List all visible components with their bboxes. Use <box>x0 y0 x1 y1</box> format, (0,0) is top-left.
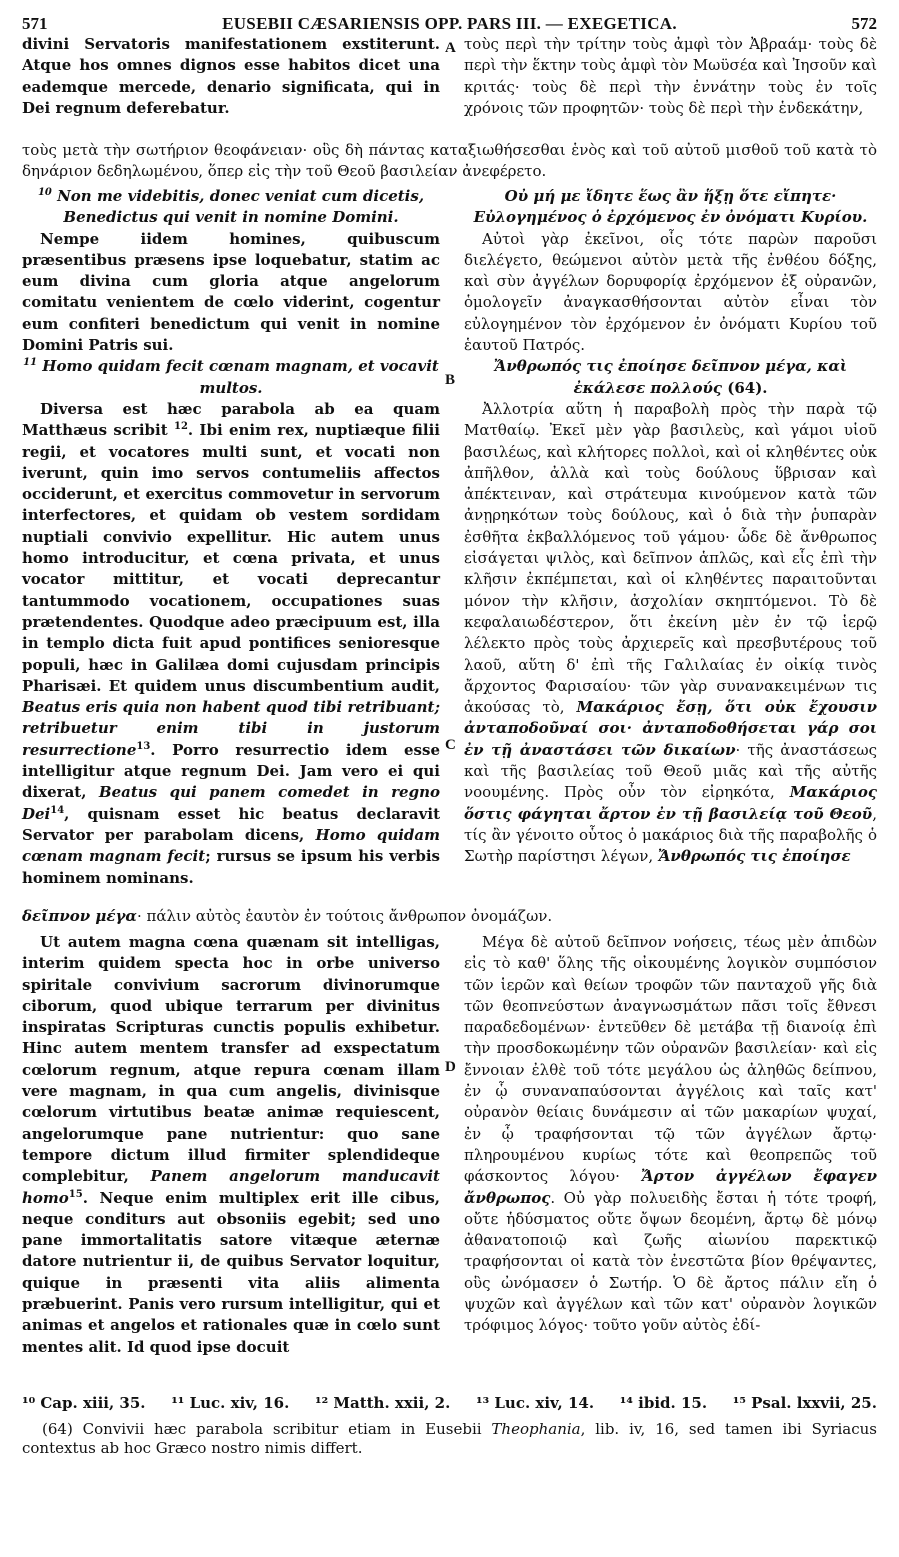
footnote-12: ¹² Matth. xxii, 2. <box>315 1394 451 1412</box>
margin-letter-b: B <box>445 372 456 388</box>
spanning-text: · πάλιν αὐτὸς ἑαυτὸν ἐν τούτοις ἄνθρωπον ὀνομάζων. <box>136 907 553 925</box>
greek-quote-makarios-hostis: Μακάριος ὅστις φάγηται ἄρτον ἐν τῇ βασιλείᾳ τοῦ Θεοῦ <box>464 783 877 823</box>
footnote-64 <box>22 1420 877 1458</box>
greek-quote-anthropos: Ἄνθρωπός τις ἐποίησε <box>657 847 851 866</box>
footnote-ref-15: 15 <box>68 1188 83 1200</box>
spanning-greek-line <box>22 906 877 927</box>
footnote-ref-13: 13 <box>136 740 151 752</box>
greek-p2-e: , τίς ἂν γένοιτο οὗτος ὁ μακάριος διὰ τῆς παραβολῆς ὁ Σωτὴρ παρίστησι λέγων, <box>464 804 877 866</box>
latin-paragraph-1: Nempe iidem homines, quibuscum præsentibus præsens ipse loquebatur, statim ac eum divina cum gloria atque angelorum comitatu venientem de cœlo viderint, cogentur eum confiteri benedictum qui venit in nomine Domini Patris sui. <box>22 229 440 355</box>
latin-column-lower <box>22 932 440 1358</box>
latin-scripture-2 <box>22 356 440 399</box>
page-number-right: 572 <box>851 14 877 33</box>
greek-quote-makarios-ese: Μακάριος ἔσῃ, ὅτι οὐκ ἔχουσιν ἀνταποδοῦναί σοι· ἀνταποδοθήσεται γάρ σοι ἐν τῇ ἀναστάσει τῶν δικαίων <box>464 698 877 759</box>
latin-quote-beatus-qui: Beatus qui panem comedet in regno Dei <box>22 783 440 823</box>
latin-scripture-1 <box>22 186 440 229</box>
margin-letter-a: A <box>445 40 456 56</box>
greek-scripture-2 <box>464 356 877 399</box>
footnote-64-a: (64) Convivii hæc parabola scribitur etiam in Eusebii <box>42 1420 492 1438</box>
latin-p2-b: . Ibi enim rex, nuptiæque filii regii, et vocatores multi sunt, et vocati non iverunt, quin imo servos contumeliis affectos occiderunt, et exercitus commovetur in servorum interfectores, et quidam ob vestem sordidam nuptiali convivio expellitur. Hic autem unus homo introducitur, et cœna privata, et unus vocator mittitur, et vocati deprecantur tantummodo vocationem, occupationes suas prætendentes. Quodque adeo præcipuum est, illa in templo dicta fuit apud pontifices senioresque populi, hæc in Galilæa domi cujusdam principis Pharisæi. Et quidem unus discumbentium audit, <box>22 421 440 695</box>
latin-opening <box>22 34 440 119</box>
latin-paragraph-2 <box>22 399 440 889</box>
greek-p3-a: Μέγα δὲ αὐτοῦ δεῖπνον νοήσεις, τέως μὲν ἀπιδὼν εἰς τὸ καθ' ὅλης τῆς οἰκουμένης λογικὸν συμπόσιον τῶν ἱερῶν καὶ θείων τροφῶν τῶν πανταχοῦ γῆς διὰ τῶν θεοπνεύστων ἀναγνωσμάτων πᾶσι τοῖς ἔθνεσι παραδεδομένων· ἐντεῦθεν δὲ μετάβα τῇ διανοίᾳ ἐπὶ τὴν προσδοκωμένην τῶν οὐρανῶν βασιλείαν· καὶ εἰς ἔννοιαν ἐλθὲ τοῦ τότε μεγάλου ὡς ἀληθῶς δείπνου, ἐν ᾧ συναναπαύσονται ἀγγέλοις καὶ ταῖς κατ' οὐρανὸν θείαις δυνάμεσιν αἱ τῶν μακαρίων ψυχαί, ἐν ᾧ τραφήσονται τῷ τῶν ἀγγέλων ἄρτῳ· πληρουμένου κυρίως τότε καὶ θεοπρεπῶς τοῦ φάσκοντος λόγου· <box>464 933 877 1186</box>
margin-letter-d: D <box>445 1059 456 1075</box>
latin-quote-panem: Panem angelorum manducavit homo <box>22 1167 440 1207</box>
latin-column <box>22 186 440 1016</box>
greek-paragraph-1: Αὐτοὶ γὰρ ἐκεῖνοι, οἷς τότε παρὼν παροῦσι διελέγετο, θεώμενοι αὐτὸν μετὰ τῆς ἐνθέου δόξης, καὶ σὺν ἀγγέλων δορυφορίᾳ ἐρχόμενον ἐξ οὐρανῶν, ὁμολογεῖν ἀναγκασθήσονται αὐτὸν εἶναι τὸν εὐλογημένον τὸν ἐρχόμενον ἐν ὀνόματι Κυρίου τοῦ ἑαυτοῦ Πατρός. <box>464 229 877 355</box>
latin-opening-text: divini Servatoris manifestationem exstiterunt. Atque hos omnes dignos esse habitos dicet una eademque mercede, denario significata, qui in Dei regnum deferebatur. <box>22 35 440 117</box>
footnote-64-c: , lib. iv, 16, sed tamen ibi Syriacus contextus ab hoc Græco nostro nimis differt. <box>22 1420 878 1457</box>
page <box>22 14 878 1457</box>
footnote-ref-14: 14 <box>50 804 65 816</box>
latin-scripture-2-text: Homo quidam fecit cœnam magnam, et vocavit multos. <box>42 357 439 397</box>
full-width-greek-text: τοὺς μετὰ τὴν σωτήριον θεοφάνειαν· οὓς δὴ πάντας καταξιωθήσεσθαι ἑνὸς καὶ τοῦ αὐτοῦ μισθοῦ τοῦ κατὰ τὸ δηνάριον δεδηλωμένου, ὅπερ εἰς τὴν τοῦ Θεοῦ βασιλείαν ἀνεφέρετο. <box>22 141 877 181</box>
greek-opening-text: τοὺς περὶ τὴν τρίτην τοὺς ἀμφὶ τὸν Ἀβραάμ· τοὺς δὲ περὶ τὴν ἕκτην τοὺς ἀμφὶ τὸν Μωϋσέα καὶ Ἰησοῦν καὶ κριτάς· τοὺς δὲ περὶ τὴν ἐννάτην τοὺς ἐν τοῖς χρόνοις τῶν προφητῶν· τοὺς δὲ περὶ τὴν ἑνδεκάτην, <box>464 35 877 117</box>
latin-p2-a: Diversa est hæc parabola ab ea quam Matthæus scribit <box>22 399 440 440</box>
latin-p2-d: . Porro resurrectio idem esse intelligitur atque regnum Dei. Jam vero ei qui dixerat, <box>22 740 440 802</box>
footnote-11: ¹¹ Luc. xiv, 16. <box>171 1394 290 1412</box>
greek-column-lower <box>464 932 877 1337</box>
spanning-quote: δεῖπνον μέγα <box>22 907 137 925</box>
margin-letter-c: C <box>445 737 456 753</box>
footnote-13: ¹³ Luc. xiv, 14. <box>476 1394 595 1412</box>
footnote-15: ¹⁵ Psal. lxxvii, 25. <box>732 1394 877 1412</box>
latin-scripture-1-text: Non me videbitis, donec veniat cum dicetis, Benedictus qui venit in nomine Domini. <box>57 187 425 227</box>
running-title: EUSEBII CÆSARIENSIS OPP. PARS III. — EXEGETICA. <box>222 14 677 33</box>
greek-scripture-2-text: Ἄνθρωπός τις ἐποίησε δεῖπνον μέγα, καὶ ἐκάλεσε πολλούς <box>493 357 848 397</box>
greek-p2-c: · τῆς ἀναστάσεως καὶ τῆς βασιλείας τοῦ Θεοῦ μιᾶς καὶ τῆς αὐτῆς νοουμένης. Πρὸς οὖν τὸν εἰρηκότα, <box>464 740 877 802</box>
page-number-left: 571 <box>22 14 48 33</box>
footnote-64-title: Theophania <box>491 1420 581 1438</box>
greek-p3-c: . Οὐ γὰρ πολυειδὴς ἔσται ἡ τότε τροφή, οὔτε ἡδύσματος οὔτε ὄψων δεομένη, ἄρτῳ δὲ μόνῳ ἀθανατοποιῷ καὶ ζωῆς αἰωνίου παρεκτικῷ τραφήσονται οἱ κατὰ τὸν ἐνεστῶτα βίον θρέψαντες, οὓς ὠνόμασεν ὁ Σωτήρ. Ὁ δὲ ἄρτος πάλιν εἴη ὁ ψυχῶν καὶ ἀγγέλων καὶ τῶν κατ' οὐρανὸν λογικῶν τρόφιμος λόγος· τοῦτο γοῦν αὐτὸς ἐδί- <box>464 1188 877 1335</box>
greek-scripture-1: Οὐ μή με ἴδητε ἕως ἂν ἥξῃ ὅτε εἴπητε· Εὐλογημένος ὁ ἐρχόμενος ἐν ὀνόματι Κυρίου. <box>473 187 868 227</box>
footnote-ref-12: 12 <box>173 421 188 433</box>
footnote-14: ¹⁴ ibid. 15. <box>619 1394 708 1412</box>
greek-opening <box>464 34 877 119</box>
greek-quote-arton: Ἄρτον ἀγγέλων ἔφαγεν ἄνθρωπος <box>464 1167 877 1207</box>
latin-quote-beatus-eris: Beatus eris quia non habent quod tibi retribuant; retribuetur enim tibi in justorum resurrectione <box>22 698 440 759</box>
note-ref-64: (64). <box>722 378 768 397</box>
greek-column <box>464 186 877 916</box>
greek-p2-a: Ἀλλοτρία αὕτη ἡ παραβολὴ πρὸς τὴν παρὰ τῷ Ματθαίῳ. Ἐκεῖ μὲν γὰρ βασιλεὺς, καὶ γάμοι υἱοῦ βασιλέως, καὶ κλήτορες πολλοὶ, καὶ οἱ κληθέντες οὐκ ἀπῆλθον, ἀλλὰ καὶ τοὺς δούλους ὕβρισαν καὶ ἀπέκτειναν, καὶ στράτευμα κινούμενον κατὰ τῶν ἀνῃρηκότων τοὺς δούλους, καὶ ὁ διὰ τὴν ῥυπαρὰν ἐσθῆτα ἐκβαλλόμενος τοῦ γάμου· ὧδε δὲ ἄνθρωπος εἰσάγεται ψιλὸς, καὶ δεῖπνον ἁπλῶς, καὶ εἷς ἐπὶ τὴν κλῆσιν ἐκπέμπεται, καὶ οἱ κληθέντες παραιτοῦνται μόνον τὴν κλῆσιν, ἀσχολίαν σκηπτόμενοι. Τὸ δὲ κεφαλαιωδέστερον, ὅτι ἐκείνη μὲν ἐν τῷ ἱερῷ λέλεκτο πρὸς τοὺς ἀρχιερεῖς καὶ πρεσβυτέρους τοῦ λαοῦ, αὕτη δ' ἐπὶ τῆς Γαλιλαίας ἐν οἰκίᾳ τινὸς ἄρχοντος Φαρισαίου· τῶν γὰρ συνανακειμένων τις ἀκούσας τὸ, <box>464 399 877 717</box>
latin-quote-homo-quidam: Homo quidam cœnam magnam fecit <box>22 825 441 866</box>
latin-scripture-2-number: 11 <box>23 357 38 369</box>
latin-scripture-1-number: 10 <box>37 187 52 198</box>
latin-paragraph-3 <box>22 932 440 1358</box>
latin-p3-a: Ut autem magna cœna quænam sit intelligas, interim quidem specta hoc in orbe universo spiritale convivium sacrorum divinorumque ciborum, quod ubique terrarum per divinitus inspiratas Scripturas cunctis populis exhibetur. Hinc autem mentem transfer ad exspectatum cœlorum regnum, atque repura cœnam illam vere magnam, in qua cum angelis, divinisque cœlorum virtutibus beatæ animæ requiescent, angelorumque pane nutrientur: quo sane tempore dictum illud firmiter splendideque complebitur, <box>22 933 440 1186</box>
greek-paragraph-3 <box>464 932 877 1337</box>
latin-p2-h: ; rursus se ipsum his verbis hominem nominans. <box>22 847 440 887</box>
footnote-10: ¹⁰ Cap. xiii, 35. <box>22 1394 146 1412</box>
footnote-references <box>22 1394 877 1413</box>
latin-p2-f: , quisnam esset hic beatus declaravit Servator per parabolam dicens, <box>22 804 440 844</box>
greek-paragraph-2 <box>464 399 877 868</box>
latin-p3-c: . Neque enim multiplex erit ille cibus, neque conditurs aut obsoniis egebit; sed uno pane immortalitatis satore vitæque æternæ datore nutrientur ii, de quibus Servator loquitur, quique in præsenti vita aliis alimenta præbuerint. Panis vero rursum intelligitur, qui et animas et angelos et rationales quæ in cœlo sunt mentes alit. Id quod ipse docuit <box>22 1188 440 1356</box>
full-width-greek-line <box>22 140 877 183</box>
